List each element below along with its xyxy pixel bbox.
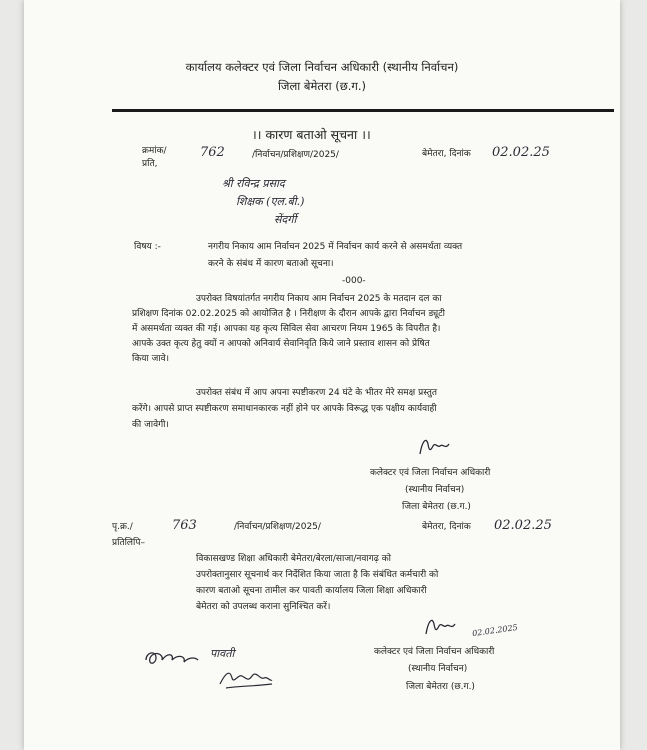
copy-line-3: कारण बताओ सूचना तामील कर पावती कार्यालय जिला शिक्षा अधिकारी — [196, 586, 427, 596]
para1-line-4: आपके उक्त कृत्य हेतु क्यों न आपको अनिवार्य सेवानिवृति किये जाने प्रस्ताव शासन को प्रेषित — [132, 339, 430, 349]
receipt-scribble — [142, 646, 204, 672]
para1-line-3: में असमर्थता व्यक्त की गई। आपका यह कृत्य सिविल सेवा आचरण नियम 1965 के विपरीत है। — [132, 324, 441, 334]
para1-line-2: प्रशिक्षण दिनांक 02.02.2025 को आयोजित है । निरीक्षण के दौरान आपके द्वारा निर्वाचन ड्यूटी — [132, 309, 446, 319]
receipt-signature — [216, 664, 276, 692]
to-label: प्रति, — [142, 159, 158, 169]
signatory-2-title: कलेक्टर एवं जिला निर्वाचन अधिकारी — [374, 647, 495, 657]
subject-separator: -000- — [342, 276, 366, 286]
copy-label: प्रतिलिपि– — [112, 538, 145, 548]
signature-2 — [422, 614, 462, 640]
endorsement-dept: /निर्वाचन/प्रशिक्षण/2025/ — [234, 522, 321, 532]
signature-1 — [416, 434, 456, 460]
endorsement-date: 02.02.25 — [494, 518, 552, 533]
signatory-2-district: जिला बेमेतरा (छ.ग.) — [406, 682, 475, 692]
subject-line-2: करने के संबंध में कारण बताओ सूचना। — [208, 259, 334, 269]
endorsement-date-label: बेमेतरा, दिनांक — [422, 522, 471, 532]
para2-line-2: करेंगे। आपसे प्राप्त स्पष्टीकरण समाधानकारक नहीं होने पर आपके विरूद्ध एक पक्षीय कार्यवाही — [132, 404, 437, 414]
reference-dept: /निर्वाचन/प्रशिक्षण/2025/ — [252, 150, 339, 160]
office-header: कार्यालय कलेक्टर एवं जिला निर्वाचन अधिकारी (स्थानीय निर्वाचन) — [185, 60, 459, 74]
para1-line-1: उपरोक्त विषयांतर्गत नगरीय निकाय आम निर्वाचन 2025 के मतदान दल का — [196, 294, 442, 304]
endorsement-label: पृ.क्र./ — [112, 522, 133, 532]
subject-line-1: नगरीय निकाय आम निर्वाचन 2025 में निर्वाचन कार्य करने से असमर्थता व्यक्त — [208, 242, 463, 252]
para1-line-5: किया जावे। — [132, 354, 170, 364]
signatory-1-district: जिला बेमेतरा (छ.ग.) — [402, 502, 471, 512]
signatory-1-subtitle: (स्थानीय निर्वाचन) — [405, 485, 465, 495]
copy-line-2: उपरोक्तानुसार सूचनार्थ कर निर्देशित किया जाता है कि संबंधित कर्मचारी को — [196, 570, 439, 580]
subject-label: विषय :- — [134, 242, 161, 252]
reference-label: क्रमांक/ — [142, 146, 167, 156]
letter-page — [24, 0, 620, 750]
reference-date: 02.02.25 — [492, 145, 550, 160]
recipient-designation: शिक्षक (एल.बी.) — [236, 195, 305, 208]
signatory-1-title: कलेक्टर एवं जिला निर्वाचन अधिकारी — [370, 468, 491, 478]
copy-line-1: विकासखण्ड शिक्षा अधिकारी बेमेतरा/बेरला/साजा/नवागढ़ को — [196, 554, 391, 564]
district-header: जिला बेमेतरा (छ.ग.) — [277, 79, 367, 93]
copy-line-4: बेमेतरा को उपलब्ध कराना सुनिश्चित करें। — [196, 602, 331, 612]
recipient-place: सेंदर्गी — [274, 213, 297, 226]
signature-2-date: 02.02.2025 — [471, 622, 519, 639]
recipient-name: श्री रविन्द्र प्रसाद — [222, 177, 285, 190]
para2-line-3: की जावेगी। — [132, 420, 169, 430]
notice-title: ।। कारण बताओ सूचना ।। — [252, 127, 371, 142]
receipt-label: पावती — [210, 647, 235, 660]
para2-line-1: उपरोक्त संबंध में आप अपना स्पष्टीकरण 24 घंटे के भीतर मेरे समक्ष प्रस्तुत — [196, 388, 437, 398]
reference-number: 762 — [200, 145, 225, 160]
header-divider — [112, 109, 614, 112]
endorsement-number: 763 — [172, 518, 197, 533]
reference-date-label: बेमेतरा, दिनांक — [422, 149, 471, 159]
signatory-2-subtitle: (स्थानीय निर्वाचन) — [408, 664, 468, 674]
